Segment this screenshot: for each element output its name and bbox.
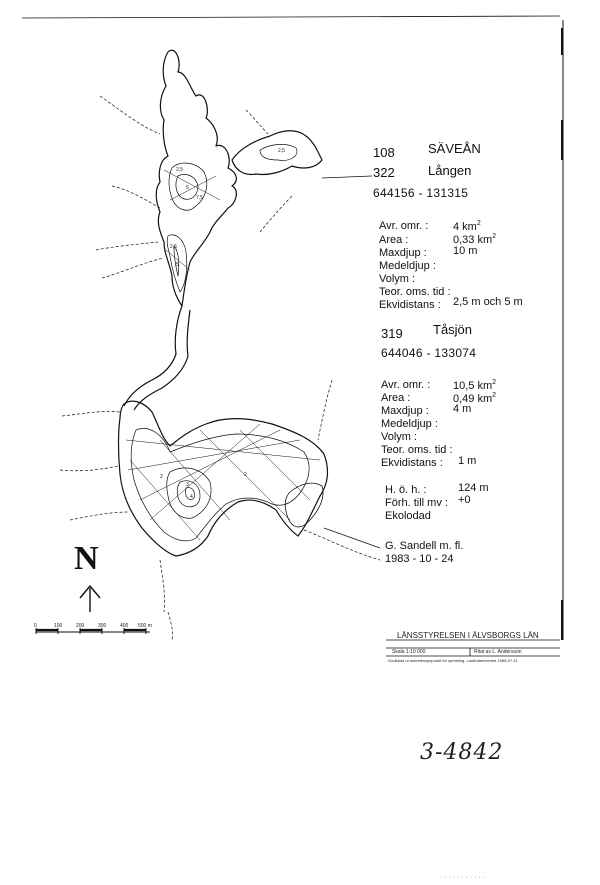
footer-drawn-by: Ritat av L. Andersson xyxy=(474,649,522,655)
footer-scale: Skala 1:10 000 xyxy=(392,649,426,655)
bottom-scan-text: · · · · · · · · · · · xyxy=(440,874,486,881)
sounding-lines xyxy=(126,170,320,540)
lake2-row-label: Avr. omr. : xyxy=(381,379,431,391)
depth-label: 5 xyxy=(186,185,189,191)
connecting-stream-west xyxy=(124,306,182,406)
lake2-code: 319 xyxy=(381,326,403,341)
lake1-row-value: 10 m xyxy=(453,245,478,257)
depth-label: 2,5 xyxy=(170,244,177,250)
lake2-row-label: Volym : xyxy=(381,431,418,443)
lower-lake-east-bay xyxy=(285,483,323,527)
scale-label: 0 xyxy=(34,623,37,629)
sheet-border-top xyxy=(22,16,560,18)
depth-label: 2,5 xyxy=(278,148,285,154)
lake1-coordinates: 644156 - 131315 xyxy=(373,186,469,200)
scale-label: 100 xyxy=(54,623,63,629)
lower-lake-shoreline xyxy=(119,401,328,556)
upper-lake-inner-contour-4 xyxy=(174,246,179,276)
lake2-extra-label: Ekolodad xyxy=(385,510,431,522)
depth-label: 3 xyxy=(186,482,189,488)
lake1-name: Lången xyxy=(428,163,472,178)
lake2-row-label: Ekvidistans : xyxy=(381,457,443,469)
lake1-row-label: Area : xyxy=(379,234,409,246)
handwritten-catalogue-number: 3-4842 xyxy=(420,740,504,765)
leader-line-lower xyxy=(324,528,380,548)
depth-label: 2 xyxy=(244,472,247,478)
depth-label: 7,5 xyxy=(196,195,203,201)
lake1-row-label: Medeldjup : xyxy=(379,260,436,272)
lake1-row-label: Teor. oms. tid : xyxy=(379,286,451,298)
surveyor: G. Sandell m. fl. xyxy=(385,540,464,552)
lake1-row-label: Maxdjup : xyxy=(379,247,427,259)
lake1-row-value: 4 $km^2$ xyxy=(453,220,481,233)
lake1-row-value: 2,5 m och 5 m xyxy=(453,296,523,308)
upper-lake-east-lobe xyxy=(232,131,322,175)
leader-line-upper xyxy=(322,176,372,178)
connecting-stream-east xyxy=(134,310,190,410)
north-symbol: N xyxy=(74,540,99,577)
depth-label: 2,5 xyxy=(176,167,183,173)
lake1-row-label: Avr. omr. : xyxy=(379,220,429,232)
lake2-row-label: Maxdjup : xyxy=(381,405,429,417)
lake2-coordinates: 644046 - 133074 xyxy=(381,346,477,360)
scale-label: 500 m xyxy=(138,623,152,629)
footer-note: Godkänd ur sekretessynpunkt för spridning. Lantmäteriverket 1985-07-11 xyxy=(388,658,518,663)
lake2-extra-value: +0 xyxy=(458,494,471,506)
lake1-code: 322 xyxy=(373,165,395,180)
scale-label: 200 xyxy=(76,623,85,629)
lake1-row-label: Volym : xyxy=(379,273,416,285)
lake2-row-label: Teor. oms. tid : xyxy=(381,444,453,456)
depth-label: 4 xyxy=(190,494,193,500)
lake2-extra-label: Förh. till mv : xyxy=(385,497,448,509)
lake2-row-label: Medeldjup : xyxy=(381,418,438,430)
lake1-row-value: 0,33 $km^2$ xyxy=(453,233,497,246)
north-arrow xyxy=(80,586,100,612)
upper-lake-shoreline xyxy=(156,50,236,306)
lake2-row-value: 0,49 $km^2$ xyxy=(453,392,497,405)
footer-authority: LÄNSSTYRELSEN I ÄLVSBORGS LÄN xyxy=(397,631,539,640)
lake2-row-value: 4 m xyxy=(453,403,472,415)
scale-label: 400 xyxy=(120,623,129,629)
lake2-name: Tåsjön xyxy=(433,322,473,337)
survey-date: 1983 - 10 - 24 xyxy=(385,553,454,565)
depth-label: 5 xyxy=(176,262,179,268)
lower-lake-contour-1 xyxy=(131,428,309,540)
lake1-row-label: Ekvidistans : xyxy=(379,299,441,311)
lake2-extra-label: H. ö. h. : xyxy=(385,484,427,496)
scale-label: 300 xyxy=(98,623,107,629)
river-code: 108 xyxy=(373,145,395,160)
lake2-row-label: Area : xyxy=(381,392,411,404)
lake2-row-value: 10,5 $km^2$ xyxy=(453,379,497,392)
river-name: SÄVEÅN xyxy=(428,141,481,156)
lake2-row-value: 1 m xyxy=(458,455,477,467)
depth-label: 2 xyxy=(160,474,163,480)
lake2-extra-value: 124 m xyxy=(458,482,489,494)
